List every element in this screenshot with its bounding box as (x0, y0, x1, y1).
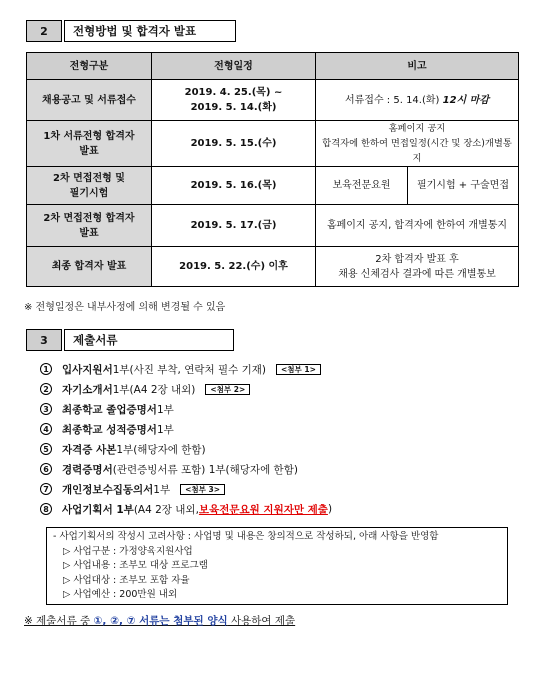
guide-intro: - 사업기획서의 작성시 고려사항 : 사업명 및 내용은 창의적으로 작성하되, 아래 사항을 반영함 (53, 531, 439, 542)
row-date: 2019. 5. 16.(목) (152, 167, 316, 205)
row-note-target: 보육전문요원 (316, 167, 408, 205)
row-stage (27, 167, 152, 205)
section-2-header (26, 20, 236, 42)
item-number: 1 (40, 363, 52, 375)
list-item (40, 459, 510, 479)
item-number: 4 (40, 423, 52, 435)
section-3-title: 제출서류 (64, 329, 234, 351)
note-text: 서류접수 : 5. 14.(화) (344, 94, 440, 106)
doc-name: 최종학교 성적증명서 (62, 423, 157, 436)
header-stage: 전형구분 (27, 53, 152, 80)
doc-name: 경력증명서 (62, 463, 113, 476)
stage-line: 발표 (79, 145, 99, 157)
attachment-tag: <첨부 1> (276, 364, 321, 375)
doc-detail: 1부 (156, 423, 174, 436)
doc-detail: 1부 (153, 483, 171, 496)
row-note-method: 필기시험 + 구술면접 (408, 167, 519, 205)
stage-line: 2차 면접전형 및 (53, 172, 125, 184)
doc-name: 입사지원서 (62, 363, 113, 376)
document-list (40, 359, 510, 519)
guide-item: ▷ 사업대상 : 조부모 포함 자율 (63, 574, 190, 586)
row-note (316, 80, 519, 121)
list-item (40, 359, 510, 379)
list-item (40, 419, 510, 439)
item-number: 6 (40, 463, 52, 475)
stage-line: 2차 면접전형 합격자 (43, 212, 135, 224)
section-3-header (26, 329, 234, 351)
table-header-row (27, 53, 519, 80)
note-deadline: 12시 마감 (442, 94, 490, 106)
attachment-tag: <첨부 3> (180, 484, 225, 495)
schedule-note: ※ 전형일정은 내부사정에 의해 변경될 수 있음 (24, 302, 226, 313)
row-note (316, 247, 519, 287)
note-line: 합격자에 한하여 면접일정(시간 및 장소)개별통지 (322, 138, 512, 164)
attachment-tag: <첨부 2> (205, 384, 250, 395)
table-row (27, 80, 519, 121)
note-line: 홈페이지 공지 (388, 123, 446, 134)
note-line: 채용 신체검사 결과에 따른 개별통보 (338, 268, 496, 280)
row-stage: 최종 합격자 발표 (27, 247, 152, 287)
section-2-title: 전형방법 및 합격자 발표 (64, 20, 236, 42)
list-item (40, 439, 510, 459)
stage-line: 필기시험 (69, 187, 109, 199)
row-stage: 채용공고 및 서류접수 (27, 80, 152, 121)
guide-item: ▷ 사업구분 : 가정양육지원사업 (63, 545, 193, 557)
doc-name: 자격증 사본 (62, 443, 117, 456)
section-3-number: 3 (26, 329, 62, 351)
doc-name: 자기소개서 (62, 383, 113, 396)
table-row (27, 205, 519, 247)
stage-line: 1차 서류전형 합격자 (43, 130, 135, 142)
submission-note (24, 613, 295, 628)
date-end: 2019. 5. 14.(화) (190, 102, 277, 113)
item-number: 7 (40, 483, 52, 495)
row-date (152, 80, 316, 121)
table-row (27, 167, 519, 205)
doc-name: 개인정보수집동의서 (62, 483, 154, 496)
table-row (27, 247, 519, 287)
doc-detail: 1부(A4 2장 내외) (112, 383, 196, 396)
item-number: 8 (40, 503, 52, 515)
stage-line: 발표 (79, 227, 99, 239)
guide-item: ▷ 사업예산 : 200만원 내외 (63, 589, 178, 600)
schedule-table (26, 52, 519, 287)
doc-detail: 1부 (156, 403, 174, 416)
section-2-number: 2 (26, 20, 62, 42)
note-prefix: ※ 제출서류 중 (24, 615, 94, 627)
doc-detail: 1부(사진 부착, 연락처 필수 기재) (112, 363, 266, 376)
row-date: 2019. 5. 17.(금) (152, 205, 316, 247)
doc-detail: (A4 2장 내외, (133, 503, 199, 516)
row-note: 홈페이지 공지, 합격자에 한하여 개별통지 (316, 205, 519, 247)
item-number: 5 (40, 443, 52, 455)
list-item (40, 499, 510, 519)
item-number: 3 (40, 403, 52, 415)
doc-detail-tail: ) (327, 503, 333, 515)
header-date: 전형일정 (152, 53, 316, 80)
note-suffix: 사용하여 제출 (227, 615, 296, 627)
note-line: 2차 합격자 발표 후 (375, 253, 459, 265)
row-stage (27, 121, 152, 167)
note-emphasis: ①, ②, ⑦ 서류는 첨부된 양식 (93, 615, 228, 627)
header-note: 비고 (316, 53, 519, 80)
row-date: 2019. 5. 15.(수) (152, 121, 316, 167)
doc-detail: (관련증빙서류 포함) 1부(해당자에 한함) (112, 463, 298, 476)
row-date: 2019. 5. 22.(수) 이후 (152, 247, 316, 287)
doc-emphasis: 보육전문요원 지원자만 제출 (198, 503, 328, 516)
doc-name: 사업기획서 1부 (62, 503, 134, 516)
guide-item: ▷ 사업내용 : 조부모 대상 프로그램 (63, 560, 208, 571)
list-item (40, 379, 510, 399)
list-item (40, 399, 510, 419)
row-note (316, 121, 519, 167)
doc-name: 최종학교 졸업증명서 (62, 403, 157, 416)
date-start: 2019. 4. 25.(목) ~ (184, 87, 283, 98)
table-row (27, 121, 519, 167)
item-number: 2 (40, 383, 52, 395)
list-item (40, 479, 510, 499)
row-stage (27, 205, 152, 247)
business-plan-guide (46, 527, 508, 605)
doc-detail: 1부(해당자에 한함) (116, 443, 206, 456)
